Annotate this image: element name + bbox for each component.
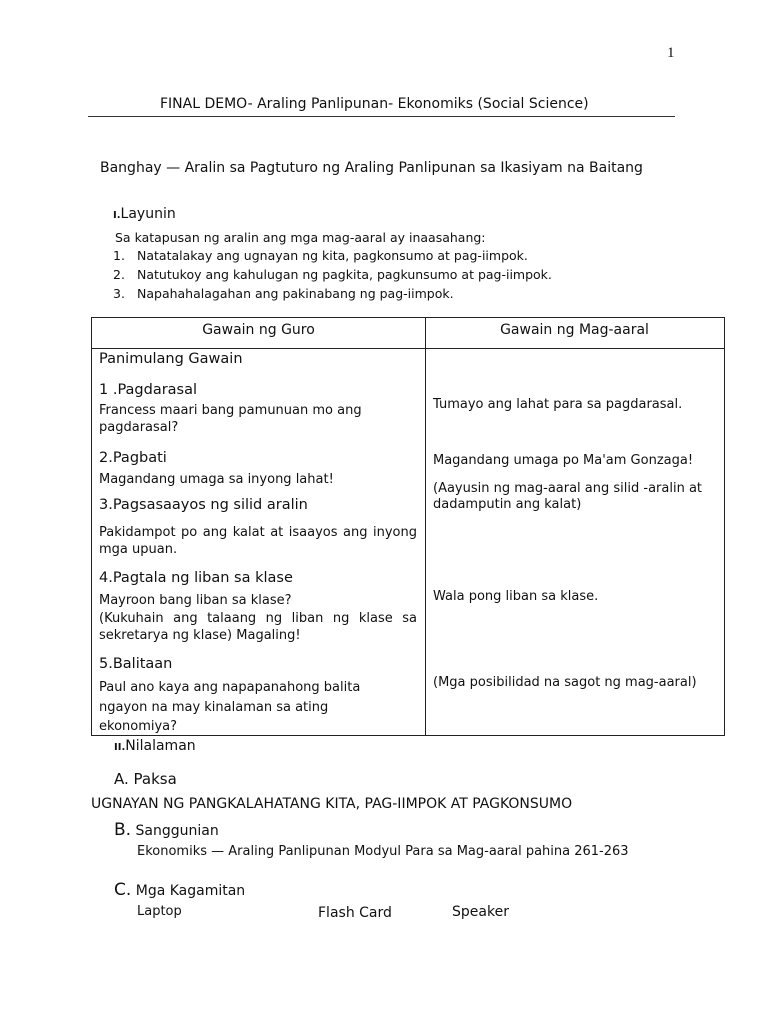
column-header-teacher: Gawain ng Guro	[202, 322, 315, 338]
material-item: Laptop	[137, 904, 182, 919]
objective-item: 2. Natutukoy ang kahulugan ng pagkita, pagkunsumo at pag-iimpok.	[113, 267, 552, 282]
prayer-teacher-text: Francess maari bang pamunuan mo ang pagdarasal?	[99, 403, 362, 435]
attendance-heading: 4.Pagtala ng liban sa klase	[99, 570, 293, 586]
arrange-room-student-line1: (Aayusin ng mag-aaral ang silid -aralin at	[433, 481, 703, 496]
section-nilalaman-heading	[114, 738, 196, 754]
news-teacher-line2: ngayon na may kinalaman sa ating	[99, 700, 329, 715]
lesson-title: Banghay — Aralin sa Pagtuturo ng Araling Panlipunan sa Ikasiyam na Baitang	[100, 160, 643, 176]
news-teacher-line3: ekonomiya?	[99, 719, 178, 734]
materials-label: C. Mga Kagamitan	[114, 880, 246, 900]
topic-text: UGNAYAN NG PANGKALAHATANG KITA, PAG-IIMPOK AT PAGKONSUMO	[91, 796, 573, 812]
objectives-intro: Sa katapusan ng aralin ang mga mag-aaral ay inaasahang:	[115, 230, 486, 245]
arrange-room-student-line2: dadamputin ang kalat)	[433, 497, 582, 512]
attendance-student-text: Wala pong liban sa klase.	[433, 589, 599, 604]
opening-activity-heading: Panimulang Gawain	[99, 351, 243, 367]
material-item: Flash Card	[318, 905, 392, 921]
objective-item: 3. Napahahalagahan ang pakinabang ng pag-iimpok.	[113, 286, 454, 301]
news-student-text: (Mga posibilidad na sagot ng mag-aaral)	[433, 675, 697, 690]
section-title: Layunin	[120, 206, 176, 222]
objective-item: 1. Natatalakay ang ugnayan ng kita, pagkonsumo at pag-iimpok.	[113, 248, 528, 263]
arrange-room-heading: 3.Pagsasaayos ng silid aralin	[99, 497, 308, 513]
topic-label: A. Paksa	[114, 770, 177, 788]
section-title: Nilalaman	[125, 738, 196, 754]
reference-text: Ekonomiks — Araling Panlipunan Modyul Para sa Mag-aaral pahina 261-263	[137, 844, 629, 859]
section-roman-numeral: I.	[113, 210, 121, 221]
table-header-divider	[92, 348, 724, 349]
attendance-note: (Kukuhain ang talaang ng liban ng klase sa sekretarya ng klase) Magaling!	[99, 611, 417, 643]
section-layunin-heading	[113, 206, 176, 222]
header-title: FINAL DEMO- Araling Panlipunan- Ekonomiks (Social Science)	[160, 96, 589, 112]
arrange-room-teacher-text: Pakidampot po ang kalat at isaayos ang inyong mga upuan.	[99, 525, 417, 557]
prayer-student-text: Tumayo ang lahat para sa pagdarasal.	[433, 397, 683, 412]
column-header-student: Gawain ng Mag-aaral	[500, 322, 649, 338]
greeting-student-text: Magandang umaga po Ma'am Gonzaga!	[433, 453, 694, 468]
section-roman-numeral: II.	[114, 742, 126, 753]
reference-label: B. Sanggunian	[114, 820, 219, 840]
material-item: Speaker	[452, 904, 509, 920]
greeting-teacher-text: Magandang umaga sa inyong lahat!	[99, 472, 334, 487]
greeting-heading: 2.Pagbati	[99, 450, 167, 466]
news-heading: 5.Balitaan	[99, 656, 173, 672]
attendance-question: Mayroon bang liban sa klase?	[99, 593, 292, 608]
page-number: 1	[667, 45, 675, 61]
lesson-plan-table	[91, 317, 725, 736]
prayer-heading: 1 .Pagdarasal	[99, 382, 198, 398]
header-divider	[88, 116, 675, 117]
table-column-divider	[425, 318, 426, 735]
news-teacher-line1: Paul ano kaya ang napapanahong balita	[99, 680, 361, 695]
